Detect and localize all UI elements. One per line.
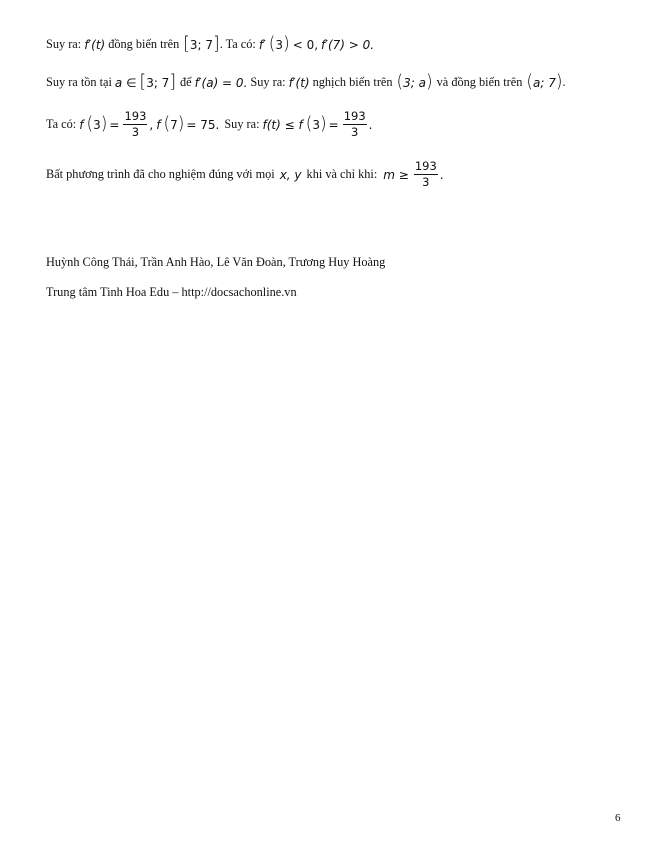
math: f′(t)	[288, 75, 310, 90]
math-line-1	[46, 33, 377, 55]
text: đồng biến trên	[108, 37, 180, 51]
paren-left: (	[396, 71, 404, 93]
math-line-4	[46, 160, 444, 189]
bracket-left: [	[139, 71, 147, 93]
authors-line: Huỳnh Công Thái, Trần Anh Hào, Lê Văn Đoàn, Trương Huy Hoàng	[46, 255, 386, 269]
math: 3	[93, 117, 101, 132]
math: f	[79, 117, 84, 132]
math: .	[439, 167, 444, 182]
math: f′(t)	[84, 37, 106, 52]
paren-right: )	[555, 71, 563, 93]
fraction	[123, 110, 147, 139]
text: nghịch biến trên	[312, 75, 393, 89]
text: .	[562, 75, 566, 89]
bracket-left: [	[183, 33, 190, 55]
denominator: 3	[422, 175, 430, 190]
text: khi và chỉ khi:	[306, 167, 378, 182]
paren-left: (	[526, 71, 534, 93]
math: f′(7) > 0.	[321, 37, 375, 52]
math: 3	[275, 37, 284, 52]
math: f′	[258, 37, 266, 52]
math: =	[328, 117, 339, 132]
math: f′(a) = 0.	[194, 75, 248, 90]
math: = 75.	[186, 117, 220, 132]
text: Suy ra tồn tại	[46, 75, 112, 89]
paren-left: (	[268, 33, 276, 55]
math: f	[156, 117, 161, 132]
math: 3	[312, 117, 320, 132]
math: 7	[170, 117, 178, 132]
math: 3; 7	[189, 37, 214, 52]
math: < 0,	[292, 37, 319, 52]
paren-left: (	[305, 113, 313, 135]
bracket-right: ]	[169, 71, 176, 93]
text: và đồng biến trên	[436, 75, 523, 89]
denominator: 3	[351, 125, 359, 140]
center-line: Trung tâm Tinh Hoa Edu – http://docsachonline.vn	[46, 285, 297, 299]
text: . Ta có:	[219, 37, 256, 51]
text: Suy ra:	[224, 117, 260, 132]
text: Ta có:	[46, 117, 77, 132]
page-number: 6	[615, 812, 621, 824]
math-line-2	[46, 71, 566, 93]
text: Suy ra:	[250, 75, 286, 89]
math: f(t) ≤ f	[262, 117, 303, 132]
math: m ≥	[383, 167, 409, 182]
fraction	[414, 160, 438, 189]
text: để	[179, 75, 192, 89]
numerator: 193	[123, 110, 147, 125]
paren-right: )	[283, 33, 290, 55]
math: a ∈	[114, 75, 137, 90]
paren-left: (	[163, 113, 171, 135]
text: Suy ra:	[46, 37, 82, 51]
math: 3; 7	[146, 75, 170, 90]
math: 3; a	[403, 75, 427, 90]
math: =	[109, 117, 120, 132]
numerator: 193	[414, 160, 438, 175]
paren-right: )	[177, 113, 185, 135]
fraction	[343, 110, 367, 139]
math: a; 7	[533, 75, 556, 90]
math: x, y	[279, 167, 302, 182]
bracket-right: ]	[213, 33, 220, 55]
numerator: 193	[343, 110, 367, 125]
paren-right: )	[426, 71, 433, 93]
denominator: 3	[131, 125, 140, 140]
paren-right: )	[320, 113, 327, 135]
math: .	[368, 117, 373, 132]
math: ,	[149, 117, 154, 132]
math-line-3	[46, 110, 372, 139]
paren-left: (	[86, 113, 94, 135]
text: Bất phương trình đã cho nghiệm đúng với mọi	[46, 167, 275, 182]
paren-right: )	[100, 113, 108, 135]
